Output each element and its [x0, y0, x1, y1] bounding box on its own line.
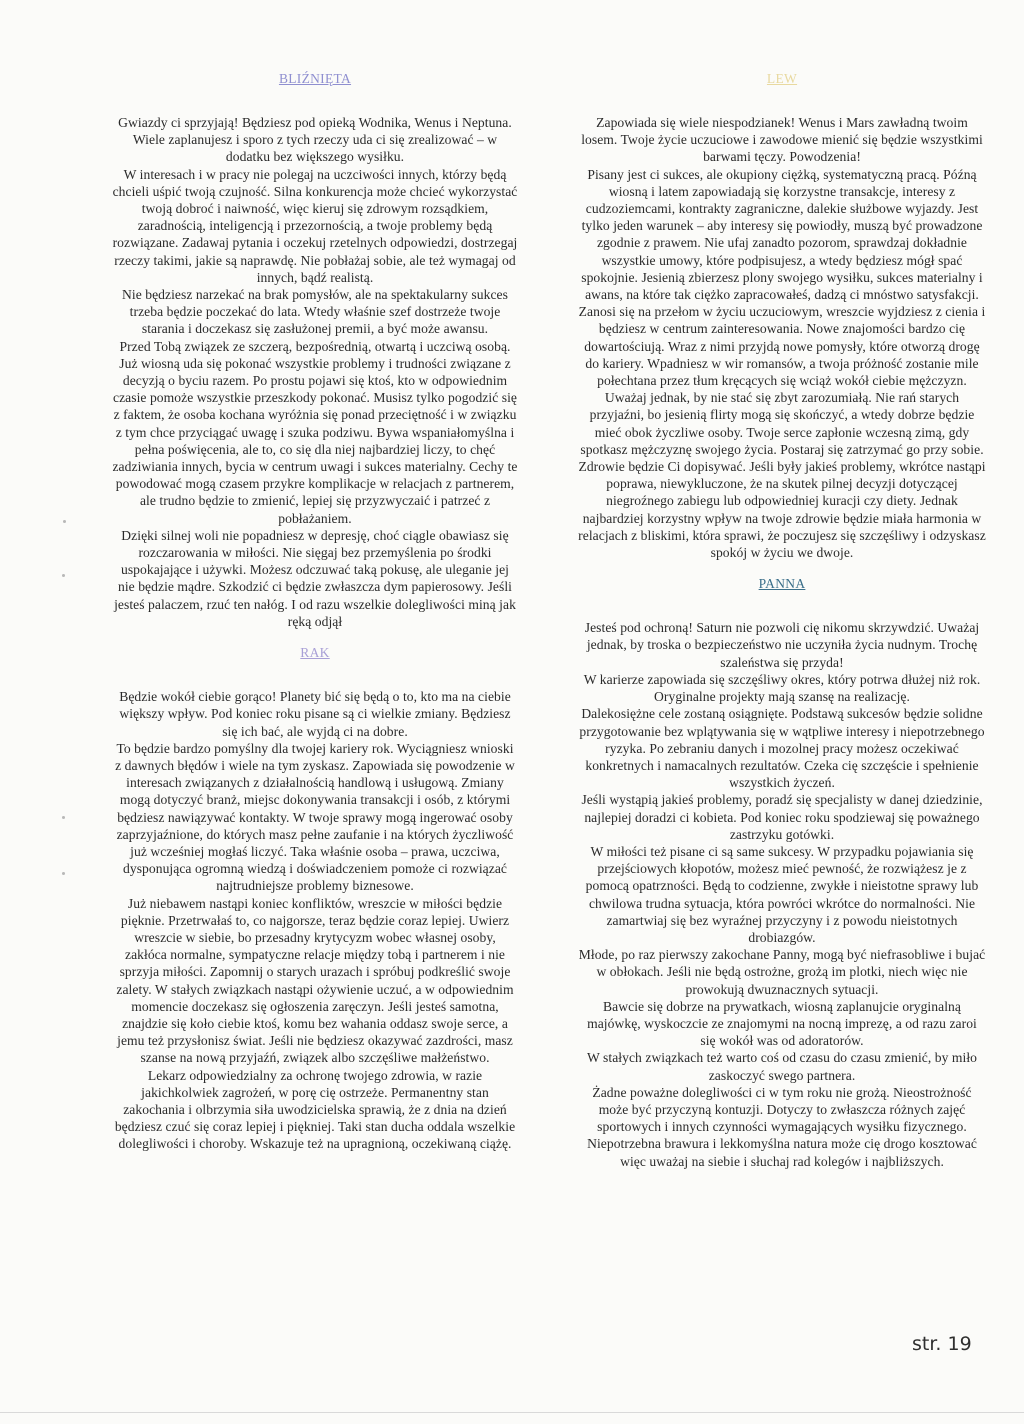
left-column: [112, 70, 518, 1153]
scan-dot: [62, 816, 65, 819]
paragraph: Zanosi się na przełom w życiu uczuciowym, wreszcie wyjdziesz z cienia i będziesz w centrum zainteresowania. Nowe znajomości bardzo cię dowartościują. Wraz z nimi przyjdą nowe pomysły, które otworzą drogę do kariery. Wpadniesz w wir romansów, a twoja próżność zostanie mile połechtana przez tłum kręcących się wciąż wokół ciebie mężczyzn. Uważaj jednak, by nie stać się zbyt zarozumiałą. Nie rań starych przyjaźni, bo jesienią flirty mogą się skończyć, a wtedy dobrze będzie mieć obok życzliwe osoby. Twoje serce zapłonie wczesną zimą, gdy spotkasz mężczyznę swojego życia. Postaraj się zatrzymać go przy sobie.: [578, 304, 986, 457]
paragraph: Nie będziesz narzekać na brak pomysłów, ale na spektakularny sukces trzeba będzie poczekać do lata. Wtedy właśnie szef dostrzeże twoje starania i doczekasz się zasłużonej premii, a być może awansu.: [122, 287, 508, 337]
paragraph: Zapowiada się wiele niespodzianek! Wenus i Mars zawładną twoim losem. Twoje życie uczuciowe i zawodowe mienić się będzie wszystkimi barwami tęczy. Powodzenia!: [581, 115, 983, 165]
paragraph: Żadne poważne dolegliwości ci w tym roku nie grożą. Nieostrożność może być przyczyną kontuzji. Dotyczy to zwłaszcza różnych zajęć sportowych i innych czynności wymagających wysiłku fizycznego. Niepotrzebna brawura i lekkomyślna natura może cię drogo kosztować więc uważaj na siebie i słuchaj rad kolegów i najbliższych.: [587, 1084, 977, 1169]
section-title-lew: LEW: [766, 71, 798, 86]
right-column: [578, 70, 986, 1170]
paragraph: W karierze zapowiada się szczęśliwy okres, który potrwa dłużej niż rok. Oryginalne projekty mają szansę na realizację.: [583, 671, 981, 705]
paragraph: Jeśli wystąpią jakieś problemy, poradź się specjalisty w danej dziedzinie, najlepiej doradzi ci kobieta. Pod koniec roku spodziewaj się poważnego zastrzyku gotówki.: [581, 792, 983, 842]
bottom-edge-line: [0, 1412, 1024, 1413]
paragraph: Jesteś pod ochroną! Saturn nie pozwoli cię nikomu skrzywdzić. Uważaj jednak, by troska o bezpieczeństwo nie uczyniła życia nudnym. Trochę szaleństwa się przyda!: [584, 620, 980, 670]
scan-dot: [63, 520, 66, 523]
scan-dot: [62, 872, 65, 875]
paragraph: Bawcie się dobrze na prywatkach, wiosną zaplanujcie oryginalną majówkę, wyskoczcie ze znajomymi na nocną imprezę, a od razu zaroi się wokół was od adoratorów.: [587, 998, 977, 1049]
paragraph: Przed Tobą związek ze szczerą, bezpośrednią, otwartą i uczciwą osobą. Już wiosną uda się pokonać wszystkie problemy i trudności związane z decyzją o byciu razem. Po prostu pojawi się ktoś, kto w odpowiednim czasie pomoże wszystkie przeszkody pokonać. Musisz tylko pogodzić się z faktem, że osoba kochana wyróżnia się ponad przeciętność i w związku z tym chce przyciągać uwagę i szuka podziwu. Bywa wspaniałomyślna i pełna poświęcenia, ale to, co się dla niej najbardziej liczy, to chęć zadziwiania innych, bycia w centrum uwagi i sukces materialny. Cechy te powodować mogą czasem przykre komplikacje w relacjach z partnerem, ale trudno będzie to zmienić, lepiej się przyzwyczaić i patrzeć z pobłażaniem.: [112, 338, 518, 526]
section-title-rak: RAK: [300, 645, 330, 661]
paragraph: Dzięki silnej woli nie popadniesz w depresję, choć ciągle obawiasz się rozczarowania w miłości. Nie sięgaj bez przemyślenia po środki uspokajające i używki. Możesz odczuwać taką pokusę, ale uleganie jej nie będzie mądre. Szkodzić ci będzie zwłaszcza dym papierosowy. Jeśli jesteś palaczem, rzuć ten nałóg. I od razu wszelkie dolegliwości miną jak ręką odjął: [114, 527, 516, 629]
section-body-bliznieta: [112, 114, 518, 630]
section-body-rak: [112, 688, 518, 1152]
paragraph: To będzie bardzo pomyślny dla twojej kariery rok. Wyciągniesz wnioski z dawnych błędów i wiele na tym zyskasz. Zapowiada się powodzenie w interesach związanych z działalnością handlową i usługową. Zmiany mogą dotyczyć branż, miejsc dokonywania transakcji i osób, z którymi będziesz nawiązywać kontakty. W twoje sprawy mogą ingerować osoby zaprzyjaźnione, do których masz pełne zaufanie i na których życzliwość już wcześniej mogłaś liczyć. Taka właśnie osoba – prawa, uczciwa, dysponująca ogromną wiedzą i doświadczeniem pomoże ci rozwiązać najtrudniejsze problemy biznesowe.: [115, 740, 515, 894]
paragraph: Gwiazdy ci sprzyjają! Będziesz pod opieką Wodnika, Wenus i Neptuna. Wiele zaplanujesz i sporo z tych rzeczy uda ci się zrealizować – w dodatku bez większego wysiłku.: [118, 115, 512, 165]
section-title-panna: PANNA: [758, 576, 806, 592]
section-body-lew: [578, 114, 986, 561]
paragraph: Pisany jest ci sukces, ale okupiony ciężką, systematyczną pracą. Późną wiosną i latem zapowiadają się korzystne transakcje, interesy z cudzoziemcami, kontrakty zagraniczne, dalekie służbowe wyjazdy. Jest tylko jeden warunek – aby interesy się powiodły, muszą być prowadzone zgodnie z prawem. Nie ufaj zanadto pozorom, sprawdzaj dokładnie wszystkie umowy, które podpisujesz, a wtedy będziesz mógł spać spokojnie. Jesienią zbierzesz plony swojego wysiłku, sukces materialny i awans, na które tak ciężko zapracowałeś, dadzą ci mnóstwo satysfakcji.: [581, 166, 983, 303]
page-number: str. 19: [912, 1333, 972, 1355]
section-title-bliznieta: BLIŹNIĘTA: [278, 71, 352, 86]
paragraph: W miłości też pisane ci są same sukcesy. W przypadku pojawiania się przejściowych kłopotów, możesz mieć pewność, że rozwiążesz je z pomocą opatrzności. Będą to codzienne, zwykłe i nieistotne sprawy lub chwilowa trudna sytuacja, która powróci wkrótce do normalności. Nie zamartwiaj się bez wyraźnej przyczyny i z powodu nieistotnych drobiazgów.: [585, 843, 979, 945]
section-body-panna: [578, 619, 986, 1170]
paragraph: Zdrowie będzie Ci dopisywać. Jeśli były jakieś problemy, wkrótce nastąpi poprawa, niewykluczone, że na skutek pilnej decyzji dotyczącej niegroźnego zabiegu lub odpowiedniej kuracji czy diety. Jednak najbardziej korzystny wpływ na twoje zdrowie będzie miała harmonia w relacjach z bliskimi, która sprawi, że poczujesz się szczęśliwy i odzyskasz spokój w życiu we dwoje.: [578, 459, 986, 561]
paragraph: Lekarz odpowiedzialny za ochronę twojego zdrowia, w razie jakichkolwiek zagrożeń, w porę cię ostrzeże. Permanentny stan zakochania i olbrzymia siła uwodzicielska sprawią, że z dnia na dzień będziesz czuć się coraz lepiej i piękniej. Taki stan ducha oddala wszelkie dolegliwości i choroby. Wskazuje też na upragnioną, oczekiwaną ciążę.: [114, 1067, 516, 1152]
scan-dot: [62, 574, 65, 577]
paragraph: Dalekosiężne cele zostaną osiągnięte. Podstawą sukcesów będzie solidne przygotowanie bez wplątywania się w wątpliwe interesy i niepotrzebnego ryzyka. Po zebraniu danych i mozolnej pracy możesz oczekiwać konkretnych i namacalnych rezultatów. Czeka cię szczęście i spełnienie wszystkich życzeń.: [579, 706, 985, 791]
paragraph: W stałych związkach też warto coś od czasu do czasu zmienić, by miło zaskoczyć swego partnera.: [586, 1050, 978, 1083]
paragraph: Już niebawem nastąpi koniec konfliktów, wreszcie w miłości będzie pięknie. Przetrwałaś to, co najgorsze, teraz będzie coraz lepiej. Uwierz wreszcie w siebie, bo przesadny krytycyzm wobec własnej osoby, zakłóca normalne, sympatyczne relacje między tobą i partnerem i nie sprzyja miłości. Zapomnij o starych urazach i spróbuj podkreślić swoje zalety. W stałych związkach nastąpi ożywienie uczuć, a w odpowiednim momencie doczekasz się ogłoszenia zaręczyn. Jeśli jesteś samotna, znajdzie się koło ciebie ktoś, komu bez wahania oddasz swoje serce, a jemu też przysłonisz świat. Jeśli nie będziesz okazywać zazdrości, masz szanse na nową przyjaźń, związek albo szczęśliwe małżeństwo.: [116, 895, 514, 1066]
paragraph: W interesach i w pracy nie polegaj na uczciwości innych, którzy będą chcieli uśpić twoją czujność. Silna konkurencja może chcieć wykorzystać twoją dobroć i naiwność, więc kieruj się zdrowym rozsądkiem, zaradnością, inteligencją i przezornością, a twoje problemy będą rozwiązane. Zadawaj pytania i oczekuj rzetelnych odpowiedzi, dostrzegaj rzeczy takimi, jakie są naprawdę. Nie pobłażaj sobie, ale też wymagaj od innych, bądź realistą.: [112, 166, 518, 285]
paragraph: Młode, po raz pierwszy zakochane Panny, mogą być niefrasobliwe i bujać w obłokach. Jeśli nie będą ostrożne, grożą im plotki, niech więc nie prowokują dwuznacznych sytuacji.: [578, 947, 986, 997]
paragraph: Będzie wokół ciebie gorąco! Planety bić się będą o to, kto ma na ciebie większy wpływ. Pod koniec roku pisane są ci wielkie zmiany. Będziesz się ich bać, ale wyjdą ci na dobre.: [119, 689, 511, 739]
